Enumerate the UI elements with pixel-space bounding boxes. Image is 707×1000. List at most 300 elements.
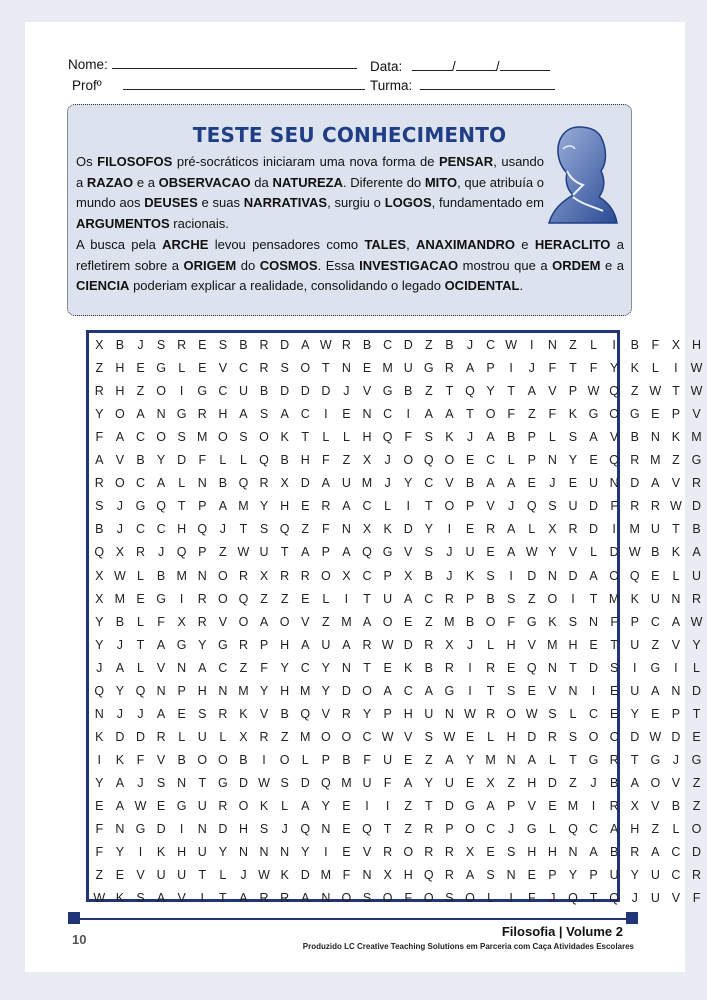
grid-letter[interactable]: Y <box>218 845 228 860</box>
grid-letter[interactable]: T <box>322 361 330 376</box>
grid-letter[interactable]: S <box>280 775 289 790</box>
grid-letter[interactable]: Z <box>239 660 248 675</box>
grid-letter[interactable]: A <box>465 868 475 883</box>
grid-letter[interactable]: A <box>651 845 660 860</box>
grid-letter[interactable]: S <box>259 407 269 422</box>
grid-letter[interactable]: W <box>690 361 703 376</box>
grid-letter[interactable]: P <box>671 407 681 422</box>
grid-letter[interactable]: N <box>259 845 269 860</box>
grid-letter[interactable]: K <box>671 545 681 560</box>
grid-letter[interactable]: V <box>218 361 228 376</box>
grid-letter[interactable]: A <box>507 476 516 491</box>
grid-letter[interactable]: G <box>382 545 393 560</box>
grid-letter[interactable]: R <box>630 453 640 468</box>
grid-letter[interactable]: M <box>608 591 620 606</box>
grid-letter[interactable]: E <box>115 868 125 883</box>
grid-letter[interactable]: J <box>137 338 144 352</box>
grid-letter[interactable]: O <box>609 568 619 583</box>
grid-letter[interactable]: R <box>259 338 269 352</box>
grid-letter[interactable]: F <box>548 407 557 422</box>
grid-letter[interactable]: D <box>300 775 310 790</box>
grid-letter[interactable]: I <box>179 384 184 399</box>
grid-letter[interactable]: Y <box>424 522 433 537</box>
grid-letter[interactable]: O <box>115 407 125 422</box>
grid-letter[interactable]: A <box>404 591 413 606</box>
grid-letter[interactable]: H <box>547 845 557 860</box>
grid-letter[interactable]: Z <box>507 775 515 790</box>
grid-letter[interactable]: H <box>692 338 702 352</box>
grid-letter[interactable]: I <box>674 361 678 376</box>
grid-letter[interactable]: U <box>156 868 166 883</box>
grid-letter[interactable]: C <box>300 660 310 675</box>
grid-letter[interactable]: V <box>671 476 681 491</box>
grid-letter[interactable]: S <box>609 660 619 675</box>
grid-letter[interactable]: U <box>362 775 372 790</box>
grid-letter[interactable]: R <box>94 476 104 491</box>
grid-letter[interactable]: V <box>486 499 495 514</box>
grid-letter[interactable]: B <box>342 752 351 767</box>
grid-letter[interactable]: D <box>671 729 681 744</box>
grid-letter[interactable]: N <box>362 868 372 883</box>
grid-letter[interactable]: Y <box>424 775 433 790</box>
grid-letter[interactable]: I <box>385 799 390 813</box>
grid-letter[interactable]: E <box>507 660 516 675</box>
grid-letter[interactable]: R <box>444 845 454 860</box>
grid-letter[interactable]: B <box>115 614 125 629</box>
grid-letter[interactable]: Q <box>300 822 311 837</box>
grid-letter[interactable]: C <box>486 822 496 837</box>
grid-letter[interactable]: Z <box>651 637 660 652</box>
grid-letter[interactable]: G <box>217 775 228 790</box>
grid-letter[interactable]: Z <box>280 591 289 606</box>
grid-letter[interactable]: L <box>178 361 186 376</box>
grid-letter[interactable]: B <box>280 453 289 468</box>
grid-letter[interactable]: V <box>568 545 578 560</box>
grid-letter[interactable]: N <box>197 476 207 491</box>
grid-letter[interactable]: J <box>508 499 515 514</box>
grid-letter[interactable]: H <box>630 822 640 837</box>
grid-letter[interactable]: N <box>444 706 454 721</box>
grid-letter[interactable]: U <box>197 845 207 860</box>
grid-letter[interactable]: G <box>382 384 393 399</box>
grid-letter[interactable]: N <box>609 476 619 491</box>
grid-letter[interactable]: L <box>548 822 556 837</box>
grid-letter[interactable]: L <box>548 430 556 445</box>
grid-letter[interactable]: F <box>363 752 371 767</box>
grid-letter[interactable]: Z <box>322 614 330 629</box>
grid-letter[interactable]: T <box>198 868 207 883</box>
grid-letter[interactable]: E <box>609 683 619 698</box>
grid-letter[interactable]: F <box>95 822 104 837</box>
grid-letter[interactable]: E <box>609 706 619 721</box>
grid-letter[interactable]: H <box>568 637 578 652</box>
grid-letter[interactable]: Y <box>630 706 639 721</box>
grid-letter[interactable]: G <box>176 407 187 422</box>
grid-letter[interactable]: O <box>156 384 166 399</box>
grid-letter[interactable]: P <box>507 799 516 813</box>
grid-letter[interactable]: Q <box>94 545 105 560</box>
grid-letter[interactable]: A <box>630 775 639 790</box>
grid-letter[interactable]: O <box>691 822 702 837</box>
grid-letter[interactable]: G <box>135 499 146 514</box>
grid-letter[interactable]: G <box>444 683 455 698</box>
grid-letter[interactable]: M <box>300 729 311 744</box>
grid-letter[interactable]: J <box>116 706 124 721</box>
grid-letter[interactable]: M <box>444 614 455 629</box>
grid-letter[interactable]: Q <box>197 522 208 537</box>
grid-letter[interactable]: C <box>403 683 413 698</box>
grid-letter[interactable]: N <box>115 822 125 837</box>
grid-letter[interactable]: Y <box>404 476 413 491</box>
grid-letter[interactable]: I <box>179 822 184 837</box>
grid-letter[interactable]: L <box>322 430 330 445</box>
grid-letter[interactable]: W <box>237 545 250 560</box>
grid-letter[interactable]: B <box>609 845 619 860</box>
grid-letter[interactable]: M <box>238 499 249 514</box>
grid-letter[interactable]: S <box>424 430 433 445</box>
grid-letter[interactable]: E <box>465 775 475 790</box>
grid-letter[interactable]: P <box>198 545 207 560</box>
grid-letter[interactable]: N <box>321 891 331 906</box>
grid-letter[interactable]: I <box>674 660 678 675</box>
grid-letter[interactable]: R <box>692 868 702 883</box>
grid-letter[interactable]: S <box>445 891 454 906</box>
grid-letter[interactable]: N <box>547 660 557 675</box>
grid-letter[interactable]: Q <box>465 384 475 399</box>
grid-letter[interactable]: C <box>671 845 681 860</box>
grid-letter[interactable]: R <box>341 706 351 721</box>
grid-letter[interactable]: H <box>300 453 310 468</box>
grid-letter[interactable]: L <box>507 453 515 468</box>
grid-letter[interactable]: T <box>301 430 310 445</box>
grid-letter[interactable]: P <box>630 614 639 629</box>
grid-letter[interactable]: I <box>138 845 143 860</box>
grid-letter[interactable]: A <box>589 845 598 860</box>
grid-letter[interactable]: Q <box>279 522 290 537</box>
grid-letter[interactable]: E <box>568 476 578 491</box>
grid-letter[interactable]: S <box>507 845 516 860</box>
grid-letter[interactable]: Y <box>115 845 125 860</box>
grid-letter[interactable]: N <box>177 660 187 675</box>
grid-letter[interactable]: A <box>527 752 536 767</box>
grid-letter[interactable]: O <box>588 729 599 744</box>
grid-letter[interactable]: X <box>95 338 104 352</box>
grid-letter[interactable]: M <box>341 775 352 790</box>
grid-letter[interactable]: V <box>404 545 413 560</box>
grid-letter[interactable]: V <box>527 637 536 652</box>
grid-letter[interactable]: S <box>218 338 228 352</box>
grid-letter[interactable]: O <box>320 568 331 583</box>
grid-letter[interactable]: N <box>547 338 557 352</box>
grid-letter[interactable]: H <box>115 361 125 376</box>
grid-letter[interactable]: E <box>465 522 475 537</box>
grid-letter[interactable]: F <box>157 614 165 629</box>
grid-letter[interactable]: U <box>630 637 640 652</box>
grid-letter[interactable]: Y <box>548 545 557 560</box>
grid-letter[interactable]: B <box>609 775 619 790</box>
grid-letter[interactable]: D <box>527 568 537 583</box>
grid-letter[interactable]: D <box>527 729 537 744</box>
grid-letter[interactable]: S <box>198 706 207 721</box>
grid-letter[interactable]: Z <box>672 453 680 468</box>
grid-letter[interactable]: S <box>568 430 578 445</box>
grid-letter[interactable]: N <box>238 845 248 860</box>
grid-letter[interactable]: V <box>136 868 145 883</box>
grid-letter[interactable]: I <box>591 799 596 813</box>
grid-letter[interactable]: M <box>114 591 126 606</box>
grid-letter[interactable]: I <box>179 591 184 606</box>
grid-letter[interactable]: Q <box>609 891 619 906</box>
grid-letter[interactable]: J <box>116 637 124 652</box>
grid-letter[interactable]: J <box>384 476 391 491</box>
grid-letter[interactable]: D <box>589 499 599 514</box>
grid-letter[interactable]: U <box>650 891 660 906</box>
grid-letter[interactable]: R <box>362 637 372 652</box>
grid-letter[interactable]: N <box>341 660 351 675</box>
grid-letter[interactable]: R <box>444 660 454 675</box>
grid-letter[interactable]: L <box>672 822 680 837</box>
grid-letter[interactable]: D <box>444 799 454 813</box>
grid-letter[interactable]: D <box>218 822 228 837</box>
grid-letter[interactable]: A <box>527 384 536 399</box>
grid-letter[interactable]: C <box>156 522 166 537</box>
grid-letter[interactable]: B <box>115 338 125 352</box>
grid-letter[interactable]: D <box>300 868 310 883</box>
grid-letter[interactable]: L <box>384 499 392 514</box>
grid-letter[interactable]: H <box>115 384 125 399</box>
grid-letter[interactable]: E <box>136 591 145 606</box>
prof-field[interactable] <box>123 77 365 90</box>
grid-letter[interactable]: O <box>444 453 455 468</box>
grid-letter[interactable]: B <box>630 430 639 445</box>
grid-letter[interactable]: O <box>444 499 455 514</box>
grid-letter[interactable]: O <box>279 614 290 629</box>
grid-letter[interactable]: O <box>362 683 372 698</box>
grid-letter[interactable]: O <box>465 822 475 837</box>
grid-letter[interactable]: A <box>280 407 289 422</box>
grid-letter[interactable]: Q <box>568 822 578 837</box>
grid-letter[interactable]: Y <box>280 660 289 675</box>
grid-letter[interactable]: Z <box>651 822 660 837</box>
grid-letter[interactable]: K <box>465 568 475 583</box>
grid-letter[interactable]: C <box>135 430 145 445</box>
grid-letter[interactable]: Z <box>136 384 145 399</box>
grid-letter[interactable]: D <box>341 683 351 698</box>
grid-letter[interactable]: J <box>240 868 247 883</box>
grid-letter[interactable]: N <box>341 361 351 376</box>
grid-letter[interactable]: X <box>383 868 392 883</box>
grid-letter[interactable]: H <box>506 729 516 744</box>
grid-letter[interactable]: G <box>156 361 166 376</box>
grid-letter[interactable]: A <box>115 430 125 445</box>
grid-letter[interactable]: S <box>548 499 557 514</box>
grid-letter[interactable]: H <box>218 407 228 422</box>
grid-letter[interactable]: G <box>526 822 537 837</box>
grid-letter[interactable]: V <box>301 614 310 629</box>
grid-letter[interactable]: I <box>571 591 575 606</box>
grid-letter[interactable]: A <box>95 453 104 468</box>
grid-letter[interactable]: A <box>362 614 372 629</box>
turma-field[interactable] <box>420 77 555 90</box>
grid-letter[interactable]: W <box>649 384 662 399</box>
grid-letter[interactable]: R <box>630 845 640 860</box>
grid-letter[interactable]: C <box>362 568 372 583</box>
grid-letter[interactable]: L <box>178 476 186 491</box>
grid-letter[interactable]: M <box>382 361 393 376</box>
grid-letter[interactable]: B <box>692 522 701 537</box>
grid-letter[interactable]: W <box>525 706 538 721</box>
grid-letter[interactable]: N <box>177 775 187 790</box>
grid-letter[interactable]: P <box>383 706 392 721</box>
grid-letter[interactable]: P <box>527 430 536 445</box>
grid-letter[interactable]: M <box>567 799 579 813</box>
grid-letter[interactable]: U <box>197 729 207 744</box>
grid-letter[interactable]: D <box>547 775 557 790</box>
grid-letter[interactable]: J <box>281 822 288 837</box>
grid-letter[interactable]: Q <box>423 453 434 468</box>
grid-letter[interactable]: B <box>486 591 495 606</box>
grid-letter[interactable]: Z <box>342 453 351 468</box>
grid-letter[interactable]: G <box>691 453 702 468</box>
grid-letter[interactable]: E <box>548 799 557 813</box>
grid-letter[interactable]: S <box>507 683 516 698</box>
grid-letter[interactable]: I <box>365 799 369 813</box>
grid-letter[interactable]: B <box>136 453 145 468</box>
grid-letter[interactable]: T <box>569 752 577 767</box>
grid-letter[interactable]: I <box>509 568 513 583</box>
grid-letter[interactable]: A <box>651 476 660 491</box>
grid-letter[interactable]: C <box>362 499 372 514</box>
grid-letter[interactable]: G <box>423 361 434 376</box>
grid-letter[interactable]: P <box>465 591 475 606</box>
grid-letter[interactable]: W <box>464 706 476 721</box>
grid-letter[interactable]: K <box>548 614 557 629</box>
grid-letter[interactable]: L <box>239 453 247 468</box>
grid-letter[interactable]: V <box>445 476 454 491</box>
grid-letter[interactable]: Q <box>176 545 187 560</box>
grid-letter[interactable]: N <box>547 568 557 583</box>
grid-letter[interactable]: F <box>610 614 618 629</box>
grid-letter[interactable]: M <box>691 430 702 445</box>
grid-letter[interactable]: A <box>198 660 207 675</box>
grid-letter[interactable]: F <box>651 338 660 352</box>
grid-letter[interactable]: E <box>651 407 660 422</box>
grid-letter[interactable]: R <box>424 637 434 652</box>
grid-letter[interactable]: H <box>506 637 516 652</box>
grid-letter[interactable]: S <box>95 499 104 514</box>
grid-letter[interactable]: R <box>259 476 269 491</box>
grid-letter[interactable]: I <box>406 499 410 514</box>
grid-letter[interactable]: B <box>651 545 660 560</box>
grid-letter[interactable]: N <box>156 407 166 422</box>
grid-letter[interactable]: F <box>136 752 145 767</box>
grid-letter[interactable]: Z <box>95 868 104 883</box>
grid-letter[interactable]: O <box>382 614 393 629</box>
grid-letter[interactable]: R <box>486 522 496 537</box>
grid-letter[interactable]: B <box>445 338 454 352</box>
grid-letter[interactable]: T <box>692 706 701 721</box>
grid-letter[interactable]: N <box>650 430 660 445</box>
grid-letter[interactable]: Y <box>465 752 475 767</box>
grid-letter[interactable]: C <box>362 729 372 744</box>
grid-letter[interactable]: K <box>280 430 289 445</box>
grid-letter[interactable]: K <box>383 522 392 537</box>
grid-letter[interactable]: R <box>424 845 434 860</box>
grid-letter[interactable]: O <box>341 729 352 744</box>
grid-letter[interactable]: D <box>589 660 599 675</box>
grid-letter[interactable]: E <box>486 845 495 860</box>
grid-letter[interactable]: J <box>549 476 556 491</box>
grid-letter[interactable]: Q <box>568 891 578 906</box>
grid-letter[interactable]: L <box>219 868 227 883</box>
grid-letter[interactable]: X <box>115 545 125 560</box>
grid-letter[interactable]: W <box>93 891 106 906</box>
grid-letter[interactable]: Q <box>94 683 105 698</box>
grid-letter[interactable]: L <box>301 752 309 767</box>
grid-letter[interactable]: X <box>548 522 557 537</box>
grid-letter[interactable]: K <box>239 706 248 721</box>
grid-letter[interactable]: R <box>547 729 557 744</box>
grid-letter[interactable]: B <box>465 614 475 629</box>
grid-letter[interactable]: A <box>671 614 681 629</box>
grid-letter[interactable]: I <box>406 407 410 422</box>
grid-letter[interactable]: Q <box>362 545 372 560</box>
grid-letter[interactable]: A <box>424 683 433 698</box>
grid-letter[interactable]: E <box>177 706 186 721</box>
grid-letter[interactable]: B <box>507 430 516 445</box>
grid-letter[interactable]: R <box>197 591 207 606</box>
grid-letter[interactable]: U <box>650 522 660 537</box>
grid-letter[interactable]: J <box>96 660 103 675</box>
grid-letter[interactable]: B <box>424 568 433 583</box>
grid-letter[interactable]: E <box>404 752 413 767</box>
grid-letter[interactable]: U <box>383 752 393 767</box>
grid-letter[interactable]: E <box>301 499 310 514</box>
grid-letter[interactable]: A <box>156 637 166 652</box>
grid-letter[interactable]: E <box>342 799 351 813</box>
grid-letter[interactable]: O <box>423 891 434 906</box>
grid-letter[interactable]: X <box>465 845 475 860</box>
grid-letter[interactable]: H <box>403 706 413 721</box>
grid-letter[interactable]: W <box>690 384 703 399</box>
grid-letter[interactable]: G <box>217 637 228 652</box>
grid-letter[interactable]: A <box>115 660 125 675</box>
grid-letter[interactable]: A <box>239 891 248 906</box>
grid-letter[interactable]: T <box>507 384 515 399</box>
grid-letter[interactable]: U <box>568 499 578 514</box>
grid-letter[interactable]: L <box>590 545 598 560</box>
grid-letter[interactable]: B <box>671 799 681 813</box>
grid-letter[interactable]: S <box>156 775 166 790</box>
grid-letter[interactable]: D <box>568 568 578 583</box>
grid-letter[interactable]: A <box>301 545 310 560</box>
grid-letter[interactable]: A <box>424 407 433 422</box>
grid-letter[interactable]: C <box>486 338 496 352</box>
grid-letter[interactable]: M <box>485 752 496 767</box>
grid-letter[interactable]: A <box>507 545 516 560</box>
grid-letter[interactable]: G <box>526 614 537 629</box>
grid-letter[interactable]: V <box>177 891 186 906</box>
grid-letter[interactable]: J <box>466 637 474 652</box>
grid-letter[interactable]: L <box>322 591 330 606</box>
grid-letter[interactable]: I <box>530 338 534 352</box>
grid-letter[interactable]: J <box>466 430 474 445</box>
grid-letter[interactable]: V <box>362 384 372 399</box>
grid-letter[interactable]: Q <box>135 683 146 698</box>
grid-letter[interactable]: O <box>300 361 311 376</box>
grid-letter[interactable]: I <box>612 522 616 537</box>
grid-letter[interactable]: I <box>468 660 472 675</box>
